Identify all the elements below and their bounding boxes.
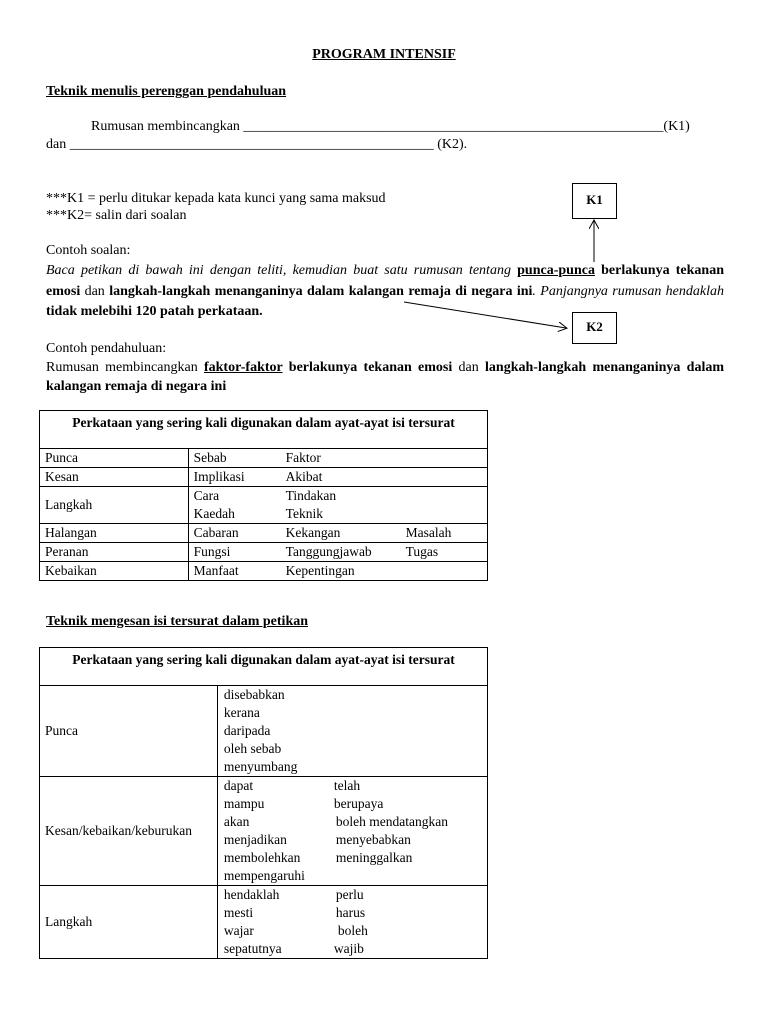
table-row <box>40 686 488 777</box>
row-words: Cabaran Kekangan Masalah <box>188 524 487 543</box>
example-intro-label: Contoh pendahuluan: <box>46 341 167 356</box>
k1-box: K1 <box>572 183 617 219</box>
row-label: Langkah <box>40 487 189 524</box>
row-words: dapat telah mampu berupaya akan boleh mendatangkan menjadikan menyebabkan membolehkan meninggalkan mempengaruhi <box>217 777 487 886</box>
row-words: Sebab Faktor <box>188 449 487 468</box>
row-words: Implikasi Akibat <box>188 468 487 487</box>
table2-header: Perkataan yang sering kali digunakan dalam ayat-ayat isi tersurat <box>40 648 488 686</box>
row-label: Punca <box>40 449 189 468</box>
row-label: Kebaikan <box>40 562 189 581</box>
table-row <box>40 886 488 959</box>
table-row <box>40 524 488 543</box>
row-words: hendaklah perlu mesti harus wajar boleh sepatutnya wajib <box>217 886 487 959</box>
section1-heading: Teknik menulis perenggan pendahuluan <box>46 84 287 99</box>
row-label: Halangan <box>40 524 189 543</box>
row-label: Kesan/kebaikan/keburukan <box>40 777 218 886</box>
k2-box: K2 <box>572 312 617 344</box>
example-question-label: Contoh soalan: <box>46 243 131 258</box>
section2-heading: Teknik mengesan isi tersurat dalam petikan <box>46 614 309 629</box>
table-row <box>40 487 488 524</box>
row-words: Manfaat Kepentingan <box>188 562 487 581</box>
row-words: Fungsi Tanggungjawab Tugas <box>188 543 487 562</box>
table-row <box>40 449 488 468</box>
table1-header: Perkataan yang sering kali digunakan dalam ayat-ayat isi tersurat <box>40 411 488 449</box>
keyword-punca-punca: punca-punca <box>517 263 595 278</box>
row-label: Langkah <box>40 886 218 959</box>
example-intro-text: Rumusan membincangkan faktor-faktor berlakunya tekanan emosi dan langkah-langkah menanganinya dalam kalangan remaja di negara ini <box>46 360 725 394</box>
template-line-2: dan ____________________________________________________ (K2). <box>46 137 468 152</box>
table-row <box>40 562 488 581</box>
example-question-text: Baca petikan di bawah ini dengan teliti, kemudian buat satu rumusan tentang punca-punca berlakunya tekanan emosi dan langkah-langkah menanganinya dalam kalangan remaja di negara ini. Panjangnya rumusan hendaklah tidak melebihi 120 patah perkataan. <box>46 263 725 319</box>
note-k2: ***K2= salin dari soalan <box>46 208 187 223</box>
row-label: Punca <box>40 686 218 777</box>
word-table-2 <box>39 647 488 959</box>
table-row <box>40 543 488 562</box>
template-line-1: Rumusan membincangkan ____________________________________________________________(K1) <box>91 119 690 134</box>
word-table-1 <box>39 410 488 581</box>
table-row <box>40 777 488 886</box>
row-label: Kesan <box>40 468 189 487</box>
table-row <box>40 468 488 487</box>
note-k1: ***K1 = perlu ditukar kepada kata kunci yang sama maksud <box>46 191 386 206</box>
row-words: Cara Tindakan Kaedah Teknik <box>188 487 487 524</box>
keyword-faktor-faktor: faktor-faktor <box>203 360 283 375</box>
row-label: Peranan <box>40 543 189 562</box>
page-title: PROGRAM INTENSIF <box>312 47 456 62</box>
row-words: disebabkan kerana daripada oleh sebab menyumbang <box>217 686 487 777</box>
